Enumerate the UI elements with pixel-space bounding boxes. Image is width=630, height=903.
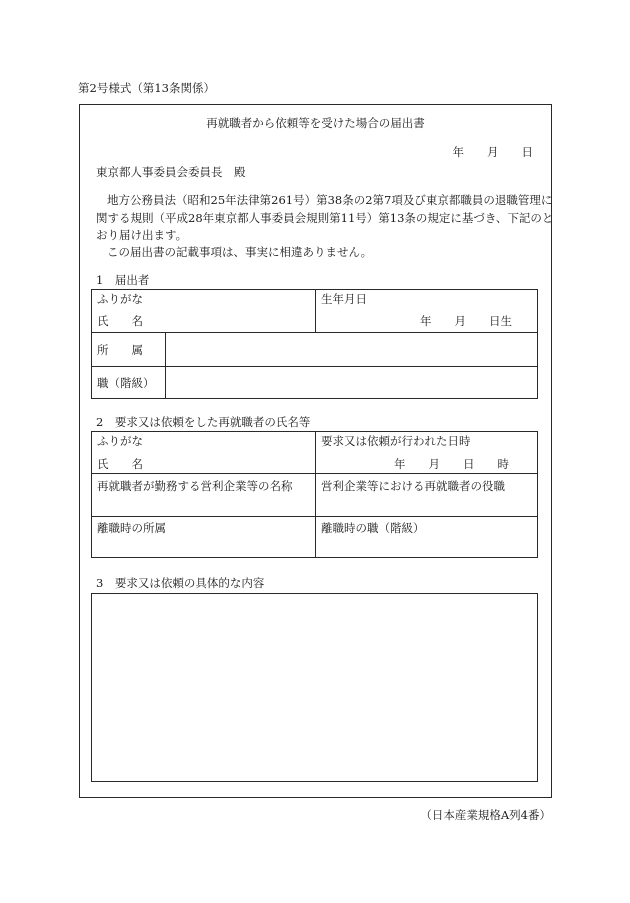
notifier-name-cell [92, 290, 316, 332]
company-row [92, 474, 537, 517]
request-datetime-cell [316, 432, 537, 473]
body-line-2: 関する規則（平成28年東京都人事委員会規則第11号）第13条の規定に基づき、下記のと [96, 211, 554, 225]
former-position-cell [316, 517, 537, 557]
form-frame [79, 104, 552, 798]
reemployee-name-row [92, 432, 537, 474]
birthdate-cell [316, 290, 537, 332]
affiliation-row [92, 333, 537, 367]
position-row [92, 367, 537, 398]
position-value-cell [166, 367, 537, 398]
form-number: 第2号様式（第13条関係） [78, 81, 215, 95]
affiliation-value-cell [166, 333, 537, 366]
former-post-row [92, 517, 537, 557]
request-datetime-value: 年 月 日 時 [394, 457, 509, 471]
section2-heading: 2 要求又は依頼をした再就職者の氏名等 [96, 415, 311, 429]
body-line-1: 地方公務員法（昭和25年法律第261号）第38条の2第7項及び東京都職員の退職管理に [107, 193, 553, 207]
notifier-table [91, 289, 538, 399]
reemployee-furigana-label: ふりがな [97, 434, 143, 448]
section1-heading: 1 届出者 [96, 273, 150, 287]
addressee: 東京都人事委員会委員長 殿 [96, 165, 246, 179]
position-label: 職（階級） [92, 367, 166, 398]
request-details-box [91, 593, 538, 782]
submission-date: 年 月 日 [452, 145, 533, 159]
birthdate-value: 年 月 日生 [420, 314, 512, 328]
name-label: 氏 名 [97, 314, 143, 328]
section3-heading: 3 要求又は依頼の具体的な内容 [96, 576, 265, 590]
affiliation-label: 所 属 [92, 333, 166, 366]
former-affiliation-cell [92, 517, 316, 557]
body-line-4: この届出書の記載事項は、事実に相違ありません。 [107, 245, 373, 259]
role-label: 営利企業等における再就職者の役職 [321, 479, 505, 493]
company-label: 再就職者が勤務する営利企業等の名称 [97, 479, 293, 493]
request-datetime-label: 要求又は依頼が行われた日時 [321, 434, 471, 448]
former-position-label: 離職時の職（階級） [321, 521, 425, 535]
notifier-name-row [92, 290, 537, 333]
role-cell [316, 474, 537, 516]
reemployee-name-cell [92, 432, 316, 473]
company-cell [92, 474, 316, 516]
former-affiliation-label: 離職時の所属 [97, 521, 166, 535]
paper-size-note: （日本産業規格A列4番） [420, 808, 551, 822]
reemployee-name-label: 氏 名 [97, 457, 143, 471]
reemployee-table [91, 431, 538, 558]
body-line-3: おり届け出ます。 [96, 228, 188, 242]
furigana-label: ふりがな [97, 292, 143, 306]
form-title: 再就職者から依頼等を受けた場合の届出書 [206, 116, 425, 130]
birthdate-label: 生年月日 [321, 292, 367, 306]
